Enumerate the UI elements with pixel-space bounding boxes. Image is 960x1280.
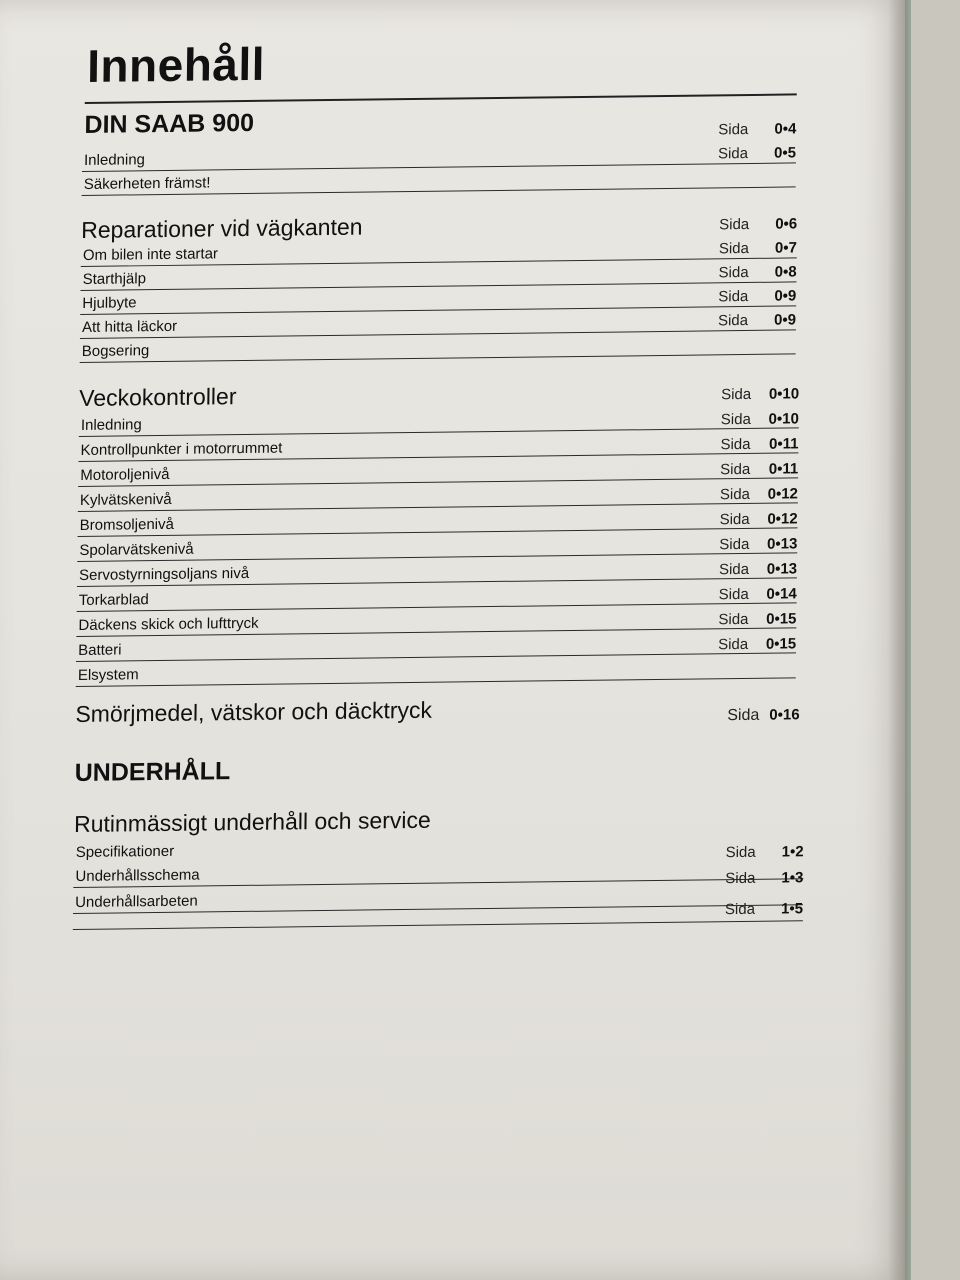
toc-row-label: Underhållsschema <box>75 866 200 885</box>
toc-row-label: Säkerheten främst! <box>83 174 211 193</box>
toc-row-sida: Sida <box>721 385 752 404</box>
toc-row-label: Att hitta läckor <box>81 317 178 336</box>
toc-row-label: Starthjälp <box>82 270 147 288</box>
toc-row-page-number: 1•3 <box>781 869 804 887</box>
toc-row-sida: Sida <box>718 610 749 629</box>
toc-row-page-number: 0•5 <box>774 144 797 162</box>
section-rutinmassigt-heading: Rutinmässigt underhåll och service <box>73 806 431 837</box>
page-title: Innehåll <box>86 37 266 92</box>
toc-row-page-number: 0•10 <box>768 385 800 403</box>
toc-row-page-number: 0•15 <box>766 610 797 628</box>
toc-row-page-number: 1•2 <box>781 843 804 861</box>
toc-row-sida: Sida <box>718 121 749 139</box>
toc-row-label: Bogsering <box>81 342 150 360</box>
toc-row-sida: Sida <box>725 843 756 862</box>
toc-row-sida: Sida <box>725 869 756 888</box>
toc-row-label: Hjulbyte <box>82 294 137 312</box>
title-underline <box>85 93 797 103</box>
toc-row-label: Underhållsarbeten <box>75 892 198 911</box>
toc-row-label: Spolarvätskenivå <box>79 540 194 559</box>
toc-row-page-number: 0•13 <box>766 535 798 553</box>
toc-row-label: Kontrollpunkter i motorrummet <box>80 439 283 459</box>
toc-row-sida: Sida <box>718 263 749 282</box>
toc-row-sida: Sida <box>720 460 751 479</box>
toc-row-label: Inledning <box>80 416 142 434</box>
toc-row-page-number: 0•10 <box>768 410 799 428</box>
toc-row-sida: Sida <box>719 535 750 554</box>
toc-row-page-number: 0•6 <box>775 215 798 233</box>
toc-row-label: Torkarblad <box>78 591 149 609</box>
toc-row-sida: Sida <box>720 435 751 454</box>
toc-row-page-number: 1•5 <box>780 900 804 918</box>
toc-row-page-number: 0•8 <box>774 263 797 281</box>
section-din-saab-heading: DIN SAAB 900 <box>84 108 255 139</box>
toc-row-page-number: 0•9 <box>774 287 797 305</box>
toc-row-label: Servostyrningsoljans nivå <box>78 564 250 584</box>
toc-row-label: Batteri <box>78 641 122 659</box>
book-cover-edge <box>905 0 911 1280</box>
toc-row-label: Specifikationer <box>75 842 175 861</box>
section-reparationer-heading: Reparationer vid vägkanten <box>81 213 363 243</box>
toc-row-sida: Sida <box>717 145 749 163</box>
toc-row-page-number: 0•11 <box>768 460 799 478</box>
section-underhall-heading: UNDERHÅLL <box>74 757 231 787</box>
toc-row-sida: Sida <box>719 485 751 504</box>
toc-row-label: Däckens skick och lufttryck <box>78 614 259 634</box>
toc-row-sida: Sida <box>718 239 750 258</box>
toc-row-page-number: 0•11 <box>769 435 799 453</box>
toc-row-page-number: 0•13 <box>766 560 798 578</box>
toc-row-sida: Sida <box>718 560 750 579</box>
toc-row-page-number: 0•12 <box>767 485 799 503</box>
toc-row-sida: Sida <box>717 311 749 330</box>
toc-row-page-number: 0•4 <box>774 120 797 138</box>
toc-row-page-number: 0•14 <box>766 585 797 603</box>
toc-row-sida: Sida <box>719 215 750 234</box>
toc-row-label: Motoroljenivå <box>80 465 170 484</box>
toc-row-sida: Sida <box>724 900 756 919</box>
toc-row-sida: Sida <box>720 410 751 429</box>
toc-row-sida: Sida <box>718 635 749 654</box>
smorjmedel-sida: Sida <box>727 706 760 725</box>
toc-row-page-number: 0•9 <box>774 311 797 329</box>
toc-row-page-number: 0•12 <box>767 510 798 528</box>
toc-row-label: Bromsoljenivå <box>79 515 175 534</box>
toc-row-sida: Sida <box>718 585 749 604</box>
toc-row-label: Elsystem <box>77 666 139 684</box>
smorjmedel-page-number: 0•16 <box>769 706 800 724</box>
section-veckokontroller-heading: Veckokontroller <box>79 383 237 411</box>
toc-row-page-number: 0•15 <box>765 635 797 653</box>
toc-row-sida: Sida <box>718 287 749 306</box>
toc-row-sida: Sida <box>719 510 750 529</box>
section-smorjmedel-heading: Smörjmedel, vätskor och däcktryck <box>75 696 433 727</box>
toc-row-label: Inledning <box>83 151 146 169</box>
toc-row-label: Kylvätskenivå <box>79 490 172 509</box>
toc-row-page-number: 0•7 <box>774 239 798 257</box>
toc-row-label: Om bilen inte startar <box>82 245 219 264</box>
